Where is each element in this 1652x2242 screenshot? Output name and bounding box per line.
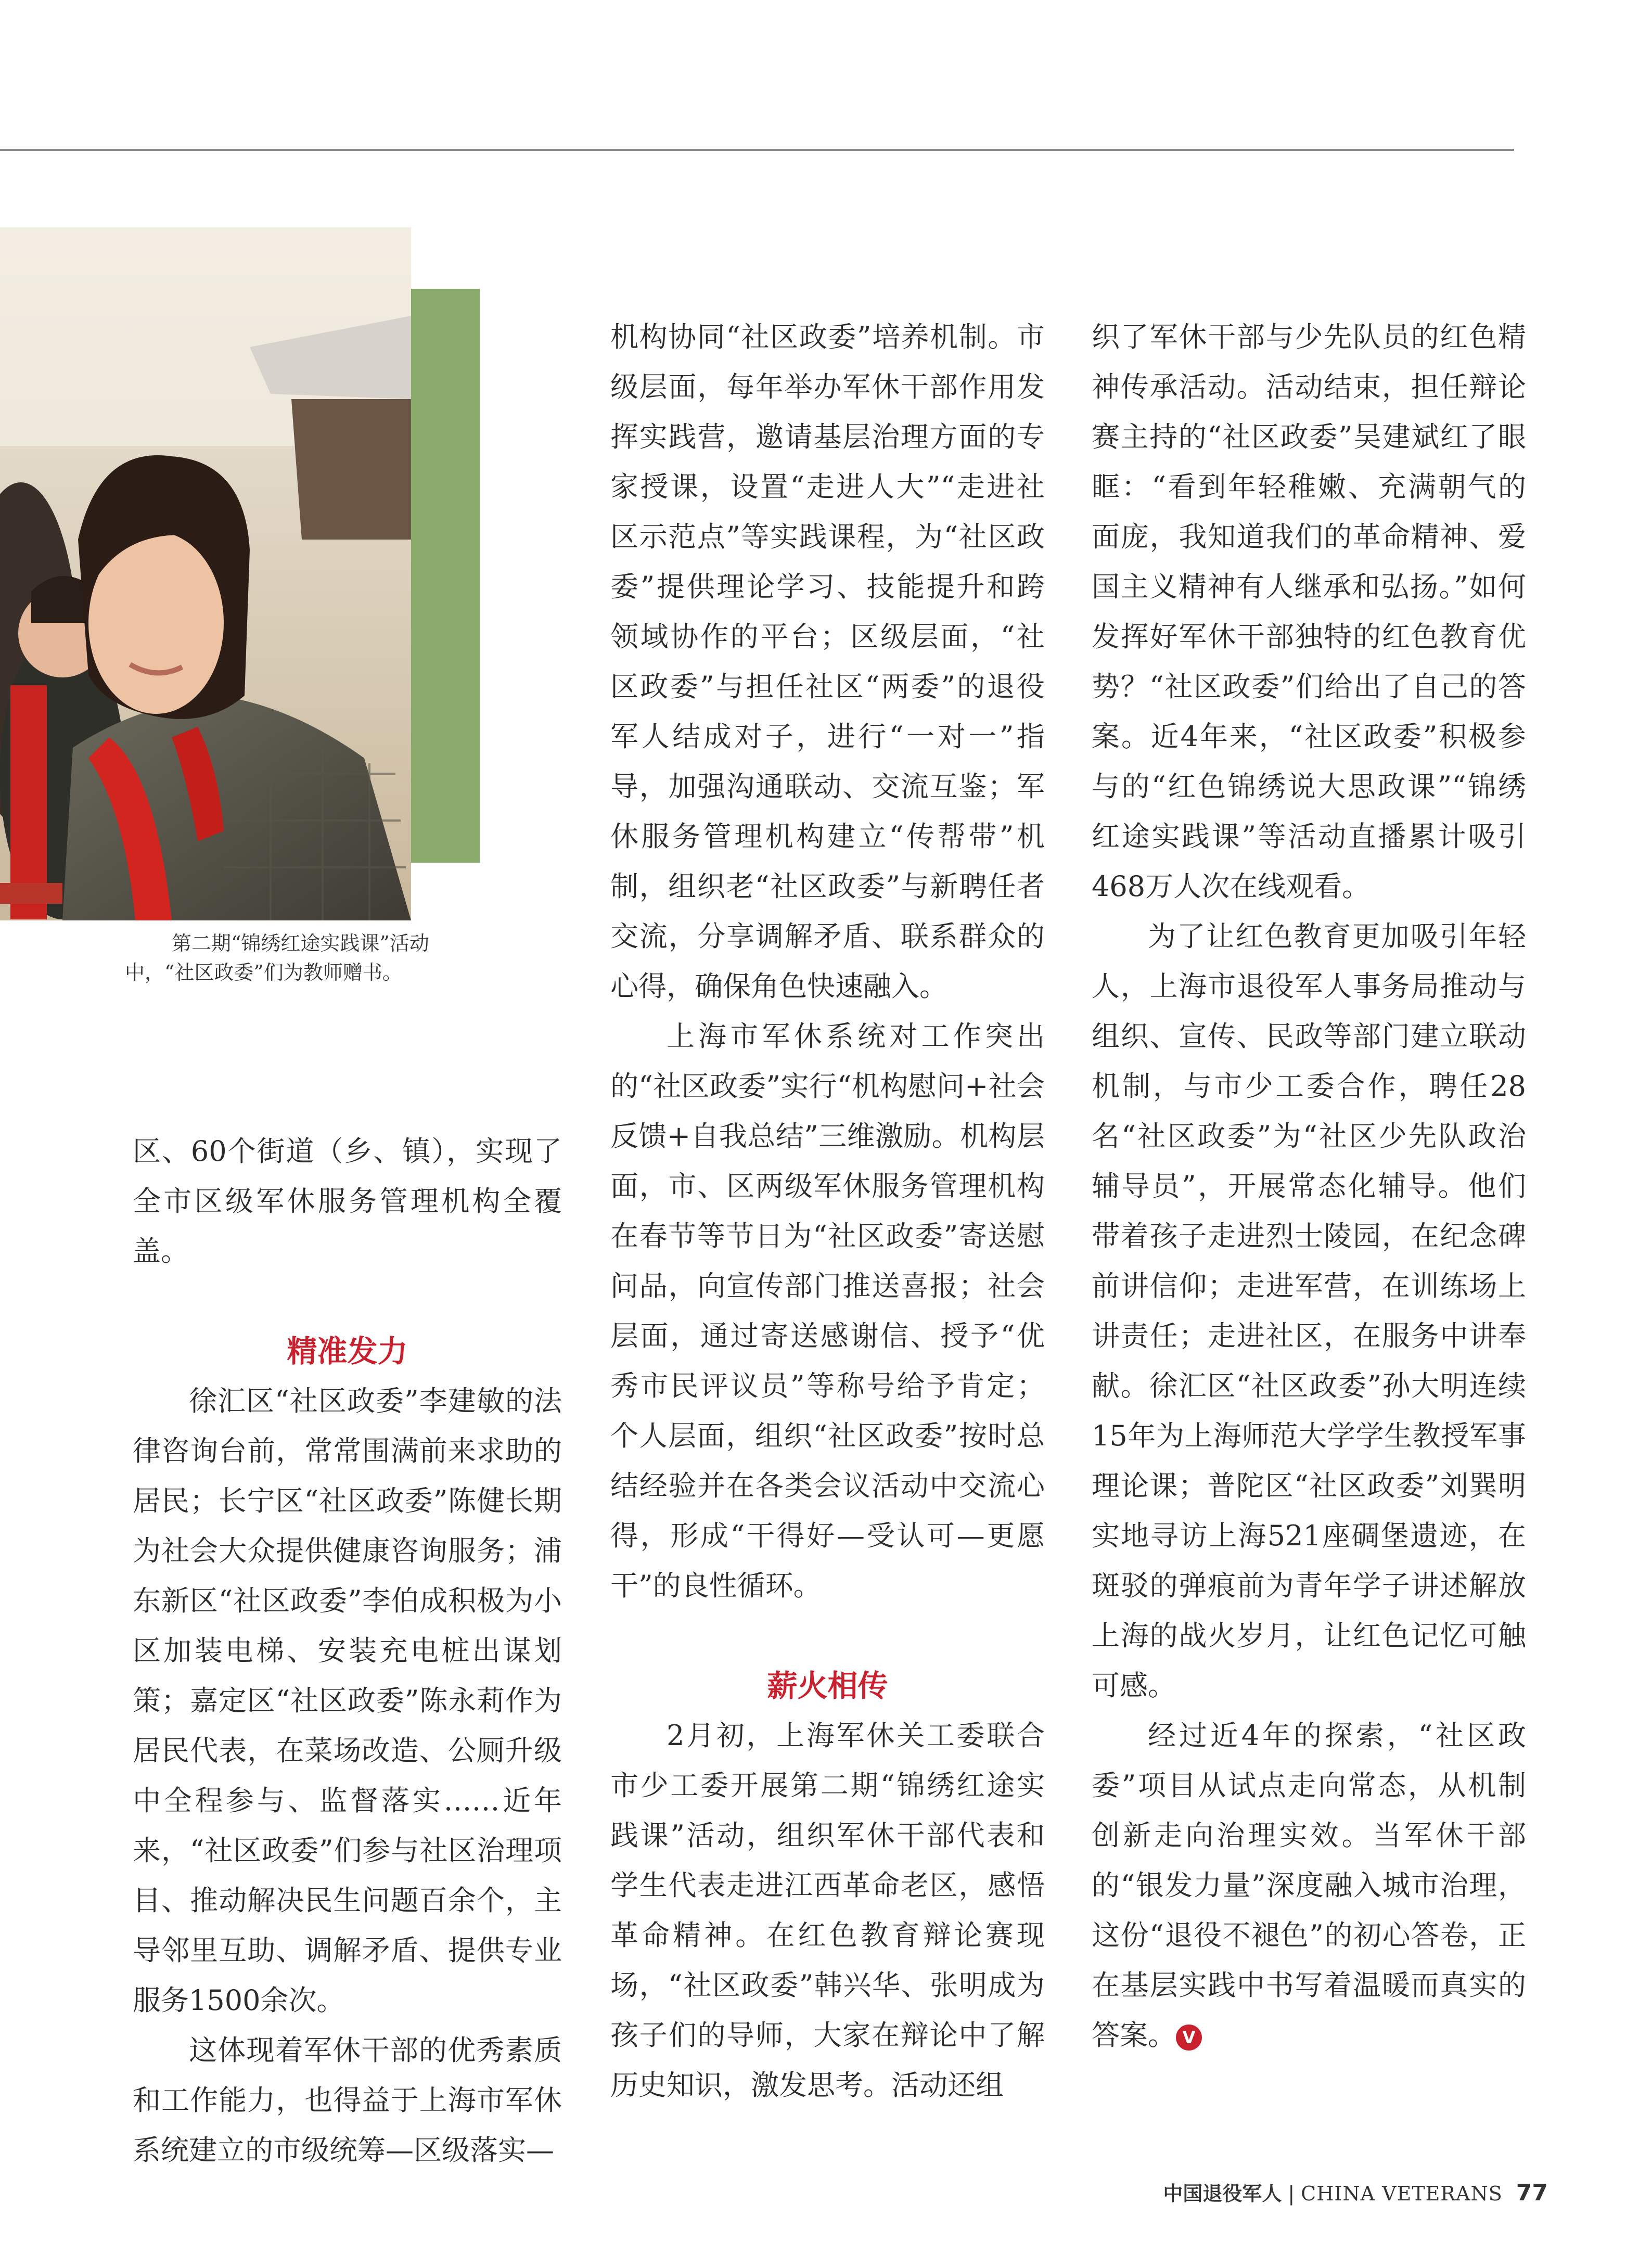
paragraph-text: 经过近4年的探索，“社区政委”项目从试点走向常态，从机制创新走向治理实效。当军休干部的“银发力量”深度融入城市治理，这份“退役不褪色”的初心答卷，正在基层实践中书写着温暖而真实的答案。 [1092,1719,1526,2052]
page-number: 77 [1516,2180,1548,2206]
top-rule [0,149,1514,151]
paragraph [1092,1711,1526,2060]
text-column-2 [610,312,1045,2110]
spacer [133,1276,562,1326]
paragraph: 机构协同“社区政委”培养机制。市级层面，每年举办军休干部作用发挥实践营，邀请基层治理方面的专家授课，设置“走进人大”“走进社区示范点”等实践课程，为“社区政委”提供理论学习、技能提升和跨领域协作的平台；区级层面，“社区政委”与担任社区“两委”的退役军人结成对子，进行“一对一”指导，加强沟通联动、交流互鉴；军休服务管理机构建立“传帮带”机制，组织老“社区政委”与新聘任者交流，分享调解矛盾、联系群众的心得，确保角色快速融入。 [610,321,1045,1003]
magazine-name-cn: 中国退役军人 [1163,2182,1282,2205]
text-column-3 [1092,312,1526,2060]
section-heading: 薪火相传 [767,1668,888,1703]
paragraph: 区、60个街道（乡、镇），实现了全市区级军休服务管理机构全覆盖。 [133,1135,562,1267]
photo-illustration [0,227,411,920]
photo-caption: 第二期“锦绣红途实践课”活动中，“社区政委”们为教师赠书。 [125,932,429,984]
paragraph: 2月初，上海军休关工委联合市少工委开展第二期“锦绣红途实践课”活动，组织军休干部代表和学生代表走进江西革命老区，感悟革命精神。在红色教育辩论赛现场，“社区政委”韩兴华、张明成为孩子们的导师，大家在辩论中了解历史知识，激发思考。活动还组 [610,1719,1045,2102]
magazine-name-en: CHINA VETERANS [1301,2182,1503,2205]
page-footer [1163,2177,1548,2206]
footer-separator: | [1288,2182,1295,2205]
paragraph: 织了军休干部与少先队员的红色精神传承活动。活动结束，担任辩论赛主持的“社区政委”吴建斌红了眼眶：“看到年轻稚嫩、充满朝气的面庞，我知道我们的革命精神、爱国主义精神有人继承和弘扬。”如何发挥好军休干部独特的红色教育优势？“社区政委”们给出了自己的答案。近4年来，“社区政委”积极参与的“红色锦绣说大思政课”“锦绣红途实践课”等活动直播累计吸引468万人次在线观看。 [1092,321,1526,903]
spacer [610,1611,1045,1661]
end-mark-icon: V [1176,2025,1202,2051]
paragraph: 这体现着军休干部的优秀素质和工作能力，也得益于上海市军休系统建立的市级统筹—区级落实— [133,2034,562,2167]
green-accent-bar [411,289,480,863]
paragraph: 为了让红色教育更加吸引年轻人，上海市退役军人事务局推动与组织、宣传、民政等部门建立联动机制，与市少工委合作，聘任28名“社区政委”为“社区少先队政治辅导员”，开展常态化辅导。他们带着孩子走进烈士陵园，在纪念碑前讲信仰；走进军营，在训练场上讲责任；走进社区，在服务中讲奉献。徐汇区“社区政委”孙大明连续15年为上海师范大学学生教授军事理论课；普陀区“社区政委”刘巽明实地寻访上海521座碉堡遗迹，在斑驳的弹痕前为青年学子讲述解放上海的战火岁月，让红色记忆可触可感。 [1092,920,1526,1702]
text-column-1 [133,1126,562,2175]
section-heading: 精准发力 [287,1334,408,1369]
photo [0,227,411,920]
paragraph: 上海市军休系统对工作突出的“社区政委”实行“机构慰问+社会反馈+自我总结”三维激励。机构层面，市、区两级军休服务管理机构在春节等节日为“社区政委”寄送慰问品，向宣传部门推送喜报；社会层面，通过寄送感谢信、授予“优秀市民评议员”等称号给予肯定；个人层面，组织“社区政委”按时总结经验并在各类会议活动中交流心得，形成“干得好—受认可—更愿干”的良性循环。 [610,1020,1045,1602]
paragraph: 徐汇区“社区政委”李建敏的法律咨询台前，常常围满前来求助的居民；长宁区“社区政委”陈健长期为社会大众提供健康咨询服务；浦东新区“社区政委”李伯成积极为小区加装电梯、安装充电桩出谋划策；嘉定区“社区政委”陈永莉作为居民代表，在菜场改造、公厕升级中全程参与、监督落实……近年来，“社区政委”们参与社区治理项目、推动解决民生问题百余个，主导邻里互助、调解矛盾、提供专业服务1500余次。 [133,1385,562,2017]
